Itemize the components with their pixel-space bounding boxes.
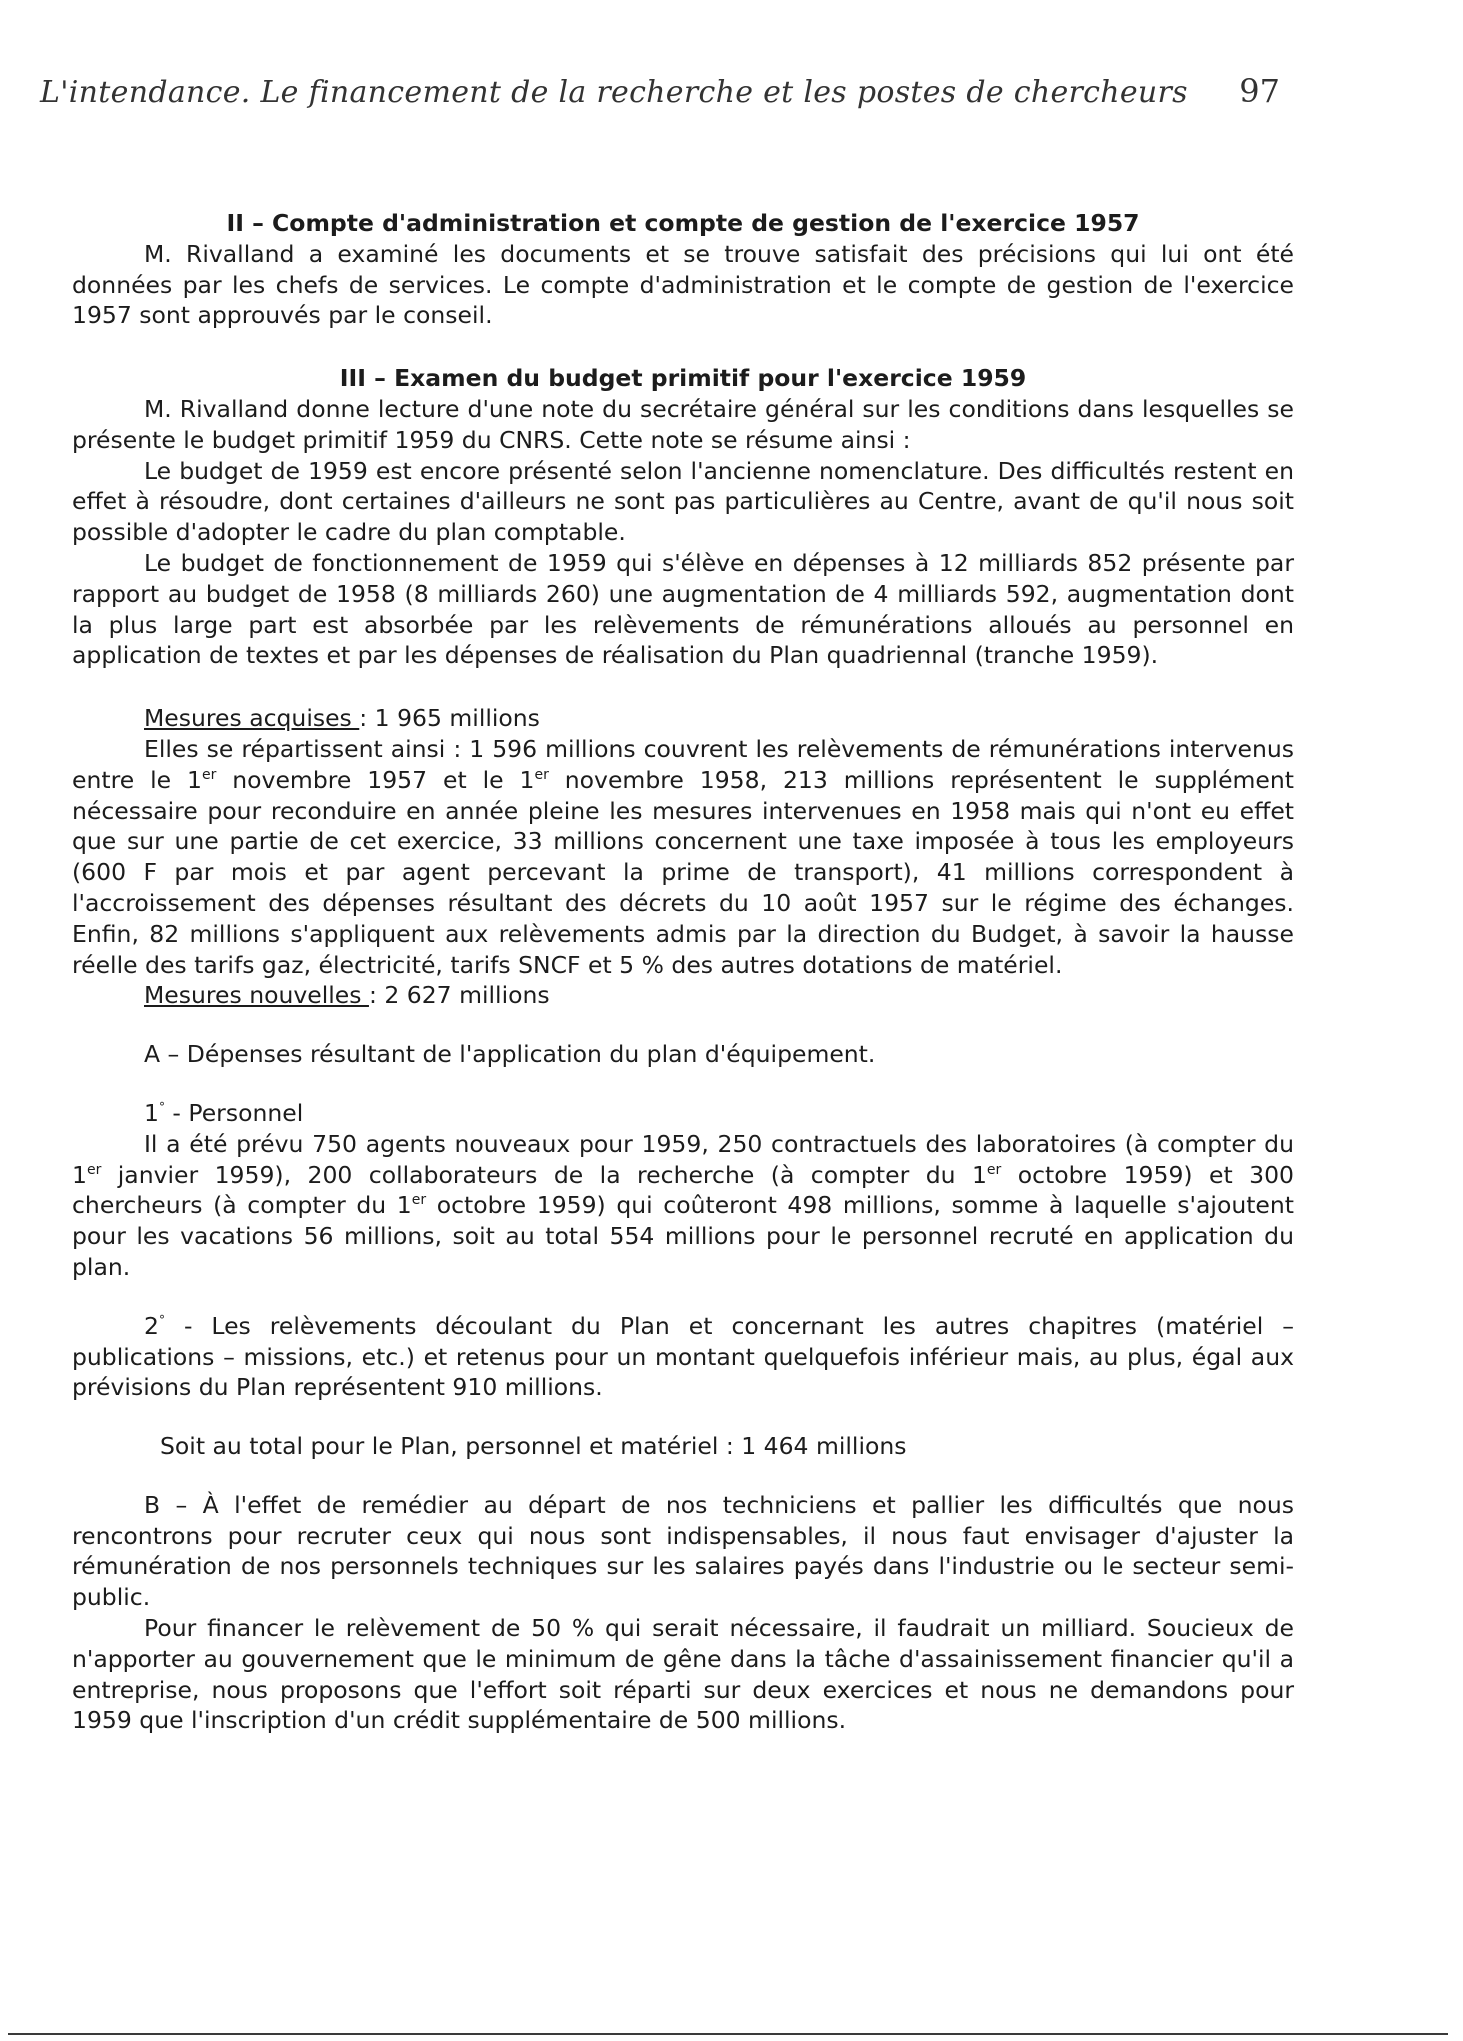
text-run: - Les relèvements découlant du Plan et concernant les autres chapitres (matériel – publications – missions, etc.) et retenus pour un montant quelquefois inférieur mais, au plus, égal aux prévisions du Plan représentent 910 millions. [72,1311,1294,1402]
text-run: octobre 1959) qui coûteront 498 millions, somme à laquelle s'ajoutent pour les vacations 56 millions, soit au total 554 millions pour le personnel recruté en application du plan. [72,1191,1294,1281]
text-run: novembre 1958, 213 millions représentent le supplément nécessaire pour reconduire en année pleine les mesures intervenues en 1958 mais qui n'ont eu effet que sur une partie de cet exercice, 33 millions concernent une taxe imposée à tous les employeurs (600 F par mois et par agent percevant la prime de transport), 41 millions correspondent à l'accroissement des dépenses résultant des décrets du 10 août 1957 sur le régime des échanges. Enfin, 82 millions s'appliquent aux relèvements admis par la direction du Budget, à savoir la hausse réelle des tarifs gaz, électricité, tarifs SNCF et 5 % des autres dotations de matériel. [72,765,1294,979]
section-ii-heading: II – Compte d'administration et compte de gestion de l'exercice 1957 [226,209,1140,237]
superscript: er [411,1192,427,1209]
plan-total-line: Soit au total pour le Plan, personnel et matériel : 1 464 millions [160,1432,907,1461]
paragraph: M. Rivalland donne lecture d'une note du secrétaire général sur les conditions dans lesquelles se présente le budget primitif 1959 du CNRS. Cette note se résume ainsi : [72,394,1294,454]
item-number: 1 [144,1098,159,1127]
superscript: er [201,766,217,783]
mesures-nouvelles-line [72,980,1294,1011]
degree-mark: ° [158,1312,165,1327]
page-number: 97 [1239,72,1280,110]
section-a-heading: A – Dépenses résultant de l'application du plan d'équipement. [144,1040,876,1069]
final-paragraph: Pour financer le relèvement de 50 % qui serait nécessaire, il faudrait un milliard. Soucieux de n'apporter au gouvernement que le minimum de gêne dans la tâche d'assainissement financier qu'il a entreprise, nous proposons que l'effort soit réparti sur deux exercices et nous ne demandons pour 1959 que l'inscription d'un crédit supplémentaire de 500 millions. [72,1614,1294,1735]
superscript: er [86,1161,102,1178]
mesures-nouvelles-label: Mesures nouvelles [144,981,369,1010]
section-b-paragraph: B – À l'effet de remédier au départ de nos techniciens et pallier les difficultés que nous rencontrons pour recruter ceux qui nous sont indispensables, il nous faut envisager d'ajuster la rémunération de nos personnels techniques sur les salaires payés dans l'industrie ou le secteur semi-public. [72,1490,1294,1612]
mesures-acquises-value: : 1 965 millions [359,704,540,733]
mesures-acquises-line [72,703,1294,734]
item-1-heading [72,1098,1294,1129]
scan-edge-line [8,2033,1448,2035]
degree-mark: ° [158,1099,165,1114]
body-text [72,208,1294,1736]
paragraph: Le budget de 1959 est encore présenté selon l'ancienne nomenclature. Des difficultés restent en effet à résoudre, dont certaines d'ailleurs ne sont pas particulières au Centre, avant de qu'il nous soit possible d'adopter le cadre du plan comptable. [72,456,1294,547]
section-iii-heading: III – Examen du budget primitif pour l'exercice 1959 [339,364,1027,393]
item-label: - Personnel [164,1098,304,1127]
paragraph: Le budget de fonctionnement de 1959 qui s'élève en dépenses à 12 milliards 852 présente par rapport au budget de 1958 (8 milliards 260) une augmentation de 4 milliards 592, augmentation dont la plus large part est absorbée par les relèvements de rémunérations alloués au personnel en application de textes et par les dépenses de réalisation du Plan quadriennal (tranche 1959). [72,548,1294,670]
superscript: er [986,1161,1002,1178]
superscript: er [534,766,549,783]
running-title: L'intendance. Le financement de la recherche et les postes de chercheurs [40,75,1188,110]
mesures-acquises-label: Mesures acquises [144,704,360,733]
paragraph: M. Rivalland a examiné les documents et se trouve satisfait des précisions qui lui ont été données par les chefs de services. Le compte d'administration et le compte de gestion de l'exercice 1957 sont approuvés par le conseil. [72,239,1294,330]
text-run: Il a été prévu 750 agents nouveaux pour 1959, 250 contractuels des laboratoires (à compter du 1 [72,1129,1294,1189]
text-run: octobre 1959) et 300 chercheurs (à compter du 1 [72,1160,1294,1220]
running-head [40,72,1280,110]
text-run: janvier 1959), 200 collaborateurs de la recherche (à compter du 1 [101,1160,987,1189]
text-run: novembre 1957 et le 1 [216,765,535,794]
item-2-paragraph [72,1311,1294,1403]
paragraph [72,734,1294,980]
paragraph [72,1129,1294,1283]
item-number: 2 [144,1311,159,1340]
mesures-nouvelles-value: : 2 627 millions [368,981,550,1010]
text-run: Elles se répartissent ainsi : 1 596 millions couvrent les relèvements de rémunérations intervenus entre le 1 [72,734,1294,794]
